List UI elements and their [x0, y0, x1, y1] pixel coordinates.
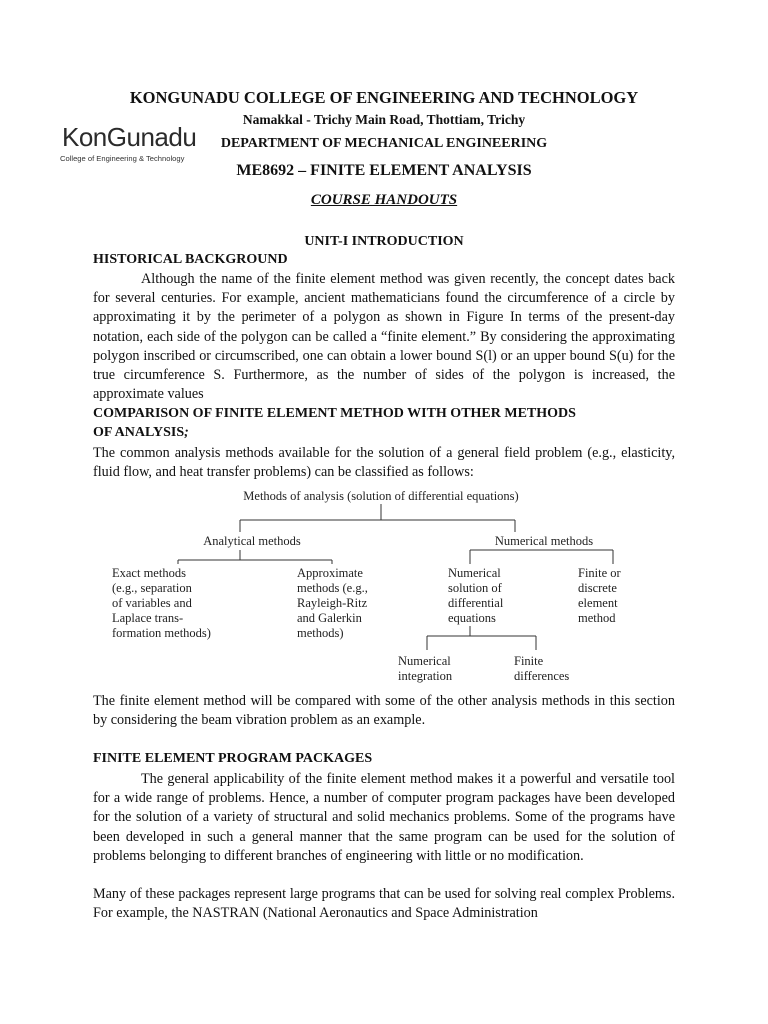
logo-subtitle: College of Engineering & Technology	[60, 154, 185, 163]
diagram-fem-4: method	[578, 611, 616, 625]
section-title-historical: HISTORICAL BACKGROUND	[93, 252, 288, 267]
department-name: DEPARTMENT OF MECHANICAL ENGINEERING	[220, 136, 548, 151]
college-name: KONGUNADU COLLEGE OF ENGINEERING AND TECHNOLOGY	[129, 88, 639, 107]
diagram-exact-4: Laplace trans-	[112, 611, 184, 625]
methods-tree-diagram	[0, 480, 768, 690]
diagram-fem-1: Finite or	[578, 566, 621, 580]
diagram-root: Methods of analysis (solution of differential equations)	[243, 489, 519, 503]
diagram-numerical: Numerical methods	[494, 534, 594, 548]
comparison-title-line2: OF ANALYSIS	[93, 425, 185, 440]
packages-paragraph-1: The general applicability of the finite element method makes it a powerful and versatile tool for a wide range of problems. Hence, a number of computer program packages have been developed for the solution of a variety of structural and solid mechanics problems. Some of the programs have been developed in such a general manner that the same program can be used for the solution of problems belonging to different branches of engineering with little or no modification.	[93, 771, 675, 864]
compared-paragraph: The finite element method will be compared with some of the other analysis methods in this section by considering the beam vibration problem as an example.	[93, 693, 675, 729]
historical-paragraph: Although the name of the finite element method was given recently, the concept dates back for several centuries. For example, ancient mathematicians found the circumference of a circle by approximating it by the perimeter of a polygon as shown in Figure In terms of the present-day notation, each side of the polygon can be called a “finite element.” By considering the approximating polygon inscribed or circumscribed, one can obtain a lower bound S(l) or an upper bound S(u) for the true circumference S. Furthermore, as the number of sides of the polygon is increased, the approximate values	[93, 271, 675, 403]
diagram-numint-1: Numerical	[398, 654, 451, 668]
logo-wordmark: KonGunadu	[62, 122, 197, 152]
diagram-fem-2: discrete	[578, 581, 617, 595]
diagram-numsol-4: equations	[448, 611, 496, 625]
diagram-numint-2: integration	[398, 669, 453, 683]
course-title: ME8692 – FINITE ELEMENT ANALYSIS	[236, 162, 532, 179]
diagram-approx-4: and Galerkin	[297, 611, 362, 625]
diagram-approx-1: Approximate	[297, 566, 363, 580]
diagram-exact-1: Exact methods	[112, 566, 186, 580]
packages-paragraph-2: Many of these packages represent large programs that can be used for solving real complex Problems. For example, the NASTRAN (National Aeronautics and Space Administration	[93, 886, 675, 922]
diagram-fem-3: element	[578, 596, 618, 610]
diagram-numsol-3: differential	[448, 596, 504, 610]
section-title-packages: FINITE ELEMENT PROGRAM PACKAGES	[93, 751, 373, 766]
diagram-approx-2: methods (e.g.,	[297, 581, 368, 595]
diagram-approx-3: Rayleigh-Ritz	[297, 596, 368, 610]
diagram-findiff-1: Finite	[514, 654, 544, 668]
section-title-comparison-2: OF ANALYSIS;	[93, 425, 189, 440]
diagram-numsol-1: Numerical	[448, 566, 501, 580]
comparison-paragraph: The common analysis methods available for the solution of a general field problem (e.g., elasticity, fluid flow, and heat transfer problems) can be classified as follows:	[93, 445, 675, 481]
diagram-findiff-2: differences	[514, 669, 570, 683]
diagram-exact-3: of variables and	[112, 596, 192, 610]
unit-title: UNIT-I INTRODUCTION	[304, 234, 464, 249]
diagram-exact-2: (e.g., separation	[112, 581, 192, 595]
diagram-exact-5: formation methods)	[112, 626, 211, 640]
college-address: Namakkal - Trichy Main Road, Thottiam, Trichy	[242, 112, 526, 127]
handouts-title: COURSE HANDOUTS	[310, 192, 458, 208]
section-title-comparison-1: COMPARISON OF FINITE ELEMENT METHOD WITH OTHER METHODS	[93, 406, 576, 421]
diagram-approx-5: methods)	[297, 626, 344, 640]
diagram-numsol-2: solution of	[448, 581, 502, 595]
diagram-analytical: Analytical methods	[203, 534, 301, 548]
